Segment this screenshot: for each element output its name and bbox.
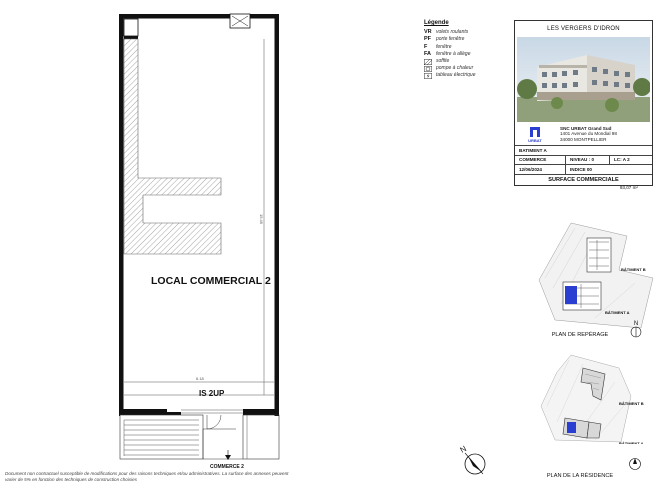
disclaimer-text: Document non contractuel susceptible de modifications pour des raisons techniques et/ou administratives. La surface des annexes peuvent varier de 5% en fonction des techniques de construction choisies <box>5 471 289 482</box>
legend-item: PF porte fenêtre <box>424 36 465 43</box>
hatch-icon <box>424 59 432 65</box>
site-plan-reperage <box>535 218 655 330</box>
date-label: 12/06/2024 <box>519 166 542 172</box>
north-arrow-icon <box>628 455 642 473</box>
dimension-height: 15.49 <box>259 214 264 225</box>
company-logo <box>526 126 544 144</box>
legend-item: FA fenêtre à allège <box>424 50 471 57</box>
north-arrow-icon <box>451 440 493 480</box>
type-label: COMMERCE <box>519 157 547 163</box>
legend-item: pompe à chaleur <box>424 65 510 72</box>
legend-item: tableau électrique <box>424 72 510 79</box>
company-name: SNC URBAT Grand Sud <box>560 126 612 131</box>
wall-bottom-left <box>119 409 167 415</box>
surface-value: 93,07 m² <box>619 185 638 190</box>
heat-pump-icon <box>424 66 432 72</box>
info-grid <box>515 145 652 175</box>
label-bat-a: BÂTIMENT A <box>605 310 630 315</box>
reperage-caption: PLAN DE REPÉRAGE <box>551 332 609 338</box>
legend-item: F fenêtre <box>424 43 452 50</box>
level-label: NIVEAU : 0 <box>565 156 609 165</box>
legend-item: soffite <box>424 58 510 65</box>
room-label: LOCAL COMMERCIAL 2 <box>151 275 271 287</box>
wall-left <box>119 14 124 416</box>
company-address: 1401 Avenue du Mondial 98 <box>560 131 617 137</box>
lot-label: LC: A 2 <box>609 156 652 165</box>
soffit-hatch-zone <box>124 39 221 254</box>
svg-text:URBAT: URBAT <box>528 138 542 143</box>
dimension-width: 6.18 <box>196 376 204 381</box>
wall-bottom-mid <box>167 412 181 415</box>
legend <box>424 20 510 80</box>
wall-top <box>119 14 279 19</box>
building-label: BATIMENT A <box>519 147 547 153</box>
company-city: 34000 MONTPELLIER <box>560 136 607 142</box>
electric-panel-icon <box>424 73 432 79</box>
index-label: INDICE 00 <box>565 165 652 174</box>
svg-text:N: N <box>458 444 469 455</box>
company-info <box>518 123 650 145</box>
floor-plan <box>0 0 300 470</box>
wall-bottom-right <box>243 409 279 415</box>
entrance-label: COMMERCE 2 <box>210 464 244 470</box>
title-block <box>514 20 653 190</box>
building-render <box>517 37 650 122</box>
wall-right <box>275 14 280 416</box>
label-bat-a: BÂTIMENT A <box>619 441 644 444</box>
legend-title: Légende <box>424 20 449 26</box>
technical-shaft <box>124 19 138 36</box>
north-arrow-icon <box>628 318 644 340</box>
residence-caption: PLAN DE LA RÉSIDENCE <box>546 473 614 479</box>
svg-text:N: N <box>633 321 639 327</box>
entrance-steps <box>120 415 203 459</box>
legend-item: VR volets roulants <box>424 29 469 36</box>
lot-highlight <box>567 422 576 433</box>
door-label: IS 2UP <box>199 389 225 398</box>
site-plan-residence <box>535 352 655 444</box>
door-swing <box>207 415 221 429</box>
label-bat-b: BÂTIMENT B <box>619 401 644 406</box>
surface-title: SURFACE COMMERCIALE <box>548 177 619 183</box>
label-bat-b: BÂTIMENT B <box>621 267 646 272</box>
project-name: LES VERGERS D'IDRON <box>547 26 620 32</box>
lot-highlight <box>565 286 577 304</box>
surface-section <box>515 177 652 190</box>
